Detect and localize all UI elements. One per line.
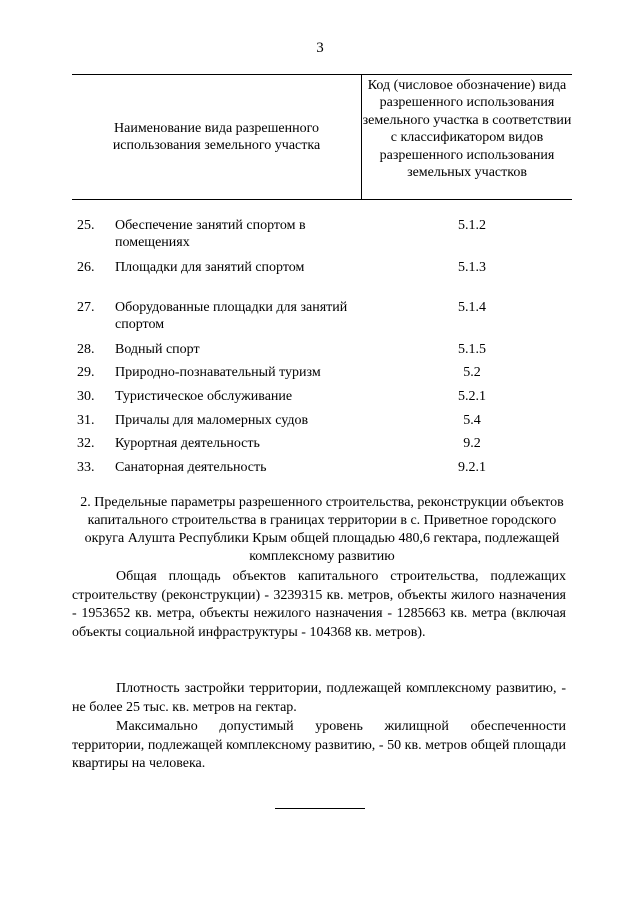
- row-code: 5.1.4: [458, 300, 486, 315]
- row-number: 29.: [77, 365, 95, 380]
- row-code: 5.2: [463, 365, 481, 380]
- paragraph-housing-provision: Максимально допустимый уровень жилищной обеспеченности территории, подлежащей комплексному развитию, - 50 кв. метров общей площади квартиры на человека.: [72, 719, 566, 772]
- row-number: 28.: [77, 342, 95, 357]
- row-code: 5.4: [463, 413, 481, 428]
- row-name: Природно-познавательный туризм: [115, 365, 321, 380]
- row-number: 27.: [77, 300, 95, 315]
- table-header: [72, 74, 572, 200]
- header-name-column: Наименование вида разрешенного использования земельного участка: [72, 75, 362, 199]
- row-name: Туристическое обслуживание: [115, 389, 293, 404]
- section-title: 2. Предельные параметры разрешенного строительства, реконструкции объектов капитального строительства в границах территории в с. Приветное городского округа Алушта Республики Крым общей площадью 480,6 гектара, подлежащей комплексному развитию: [80, 495, 564, 564]
- row-number: 30.: [77, 389, 95, 404]
- row-number: 32.: [77, 436, 95, 451]
- row-number: 25.: [77, 218, 95, 233]
- row-number: 31.: [77, 413, 95, 428]
- row-number: 26.: [77, 260, 95, 275]
- row-name: Обеспечение занятий спортом в помещениях: [115, 218, 306, 250]
- row-name: Оборудованные площадки для занятий спортом: [115, 300, 348, 332]
- paragraph-density: Плотность застройки территории, подлежащей комплексному развитию, - не более 25 тыс. кв. метров на гектар.: [72, 681, 566, 715]
- row-name: Площадки для занятий спортом: [115, 260, 305, 275]
- row-code: 5.2.1: [458, 389, 486, 404]
- row-code: 9.2.1: [458, 460, 486, 475]
- header-code-column: Код (числовое обозначение) вида разрешенного использования земельного участка в соответствии с классификатором видов разрешенного использования земельных участков: [362, 78, 572, 181]
- row-number: 33.: [77, 460, 95, 475]
- row-code: 5.1.5: [458, 342, 486, 357]
- row-code: 9.2: [463, 436, 481, 451]
- row-name: Курортная деятельность: [115, 436, 260, 451]
- page-number: 3: [316, 40, 324, 56]
- land-use-table: [72, 74, 572, 475]
- row-name: Водный спорт: [115, 342, 200, 357]
- footer-divider: [275, 808, 365, 809]
- row-name: Санаторная деятельность: [115, 460, 267, 475]
- row-name: Причалы для маломерных судов: [115, 413, 309, 428]
- row-code: 5.1.3: [458, 260, 486, 275]
- row-code: 5.1.2: [458, 218, 486, 233]
- paragraph-total-area: Общая площадь объектов капитального строительства, подлежащих строительству (реконструкции) - 3239315 кв. метров, объекты жилого назначения - 1953652 кв. метра, объекты нежилого назначения - 1285663 кв. метра (включая объекты социальной инфраструктуры - 104368 кв. метров).: [72, 569, 566, 641]
